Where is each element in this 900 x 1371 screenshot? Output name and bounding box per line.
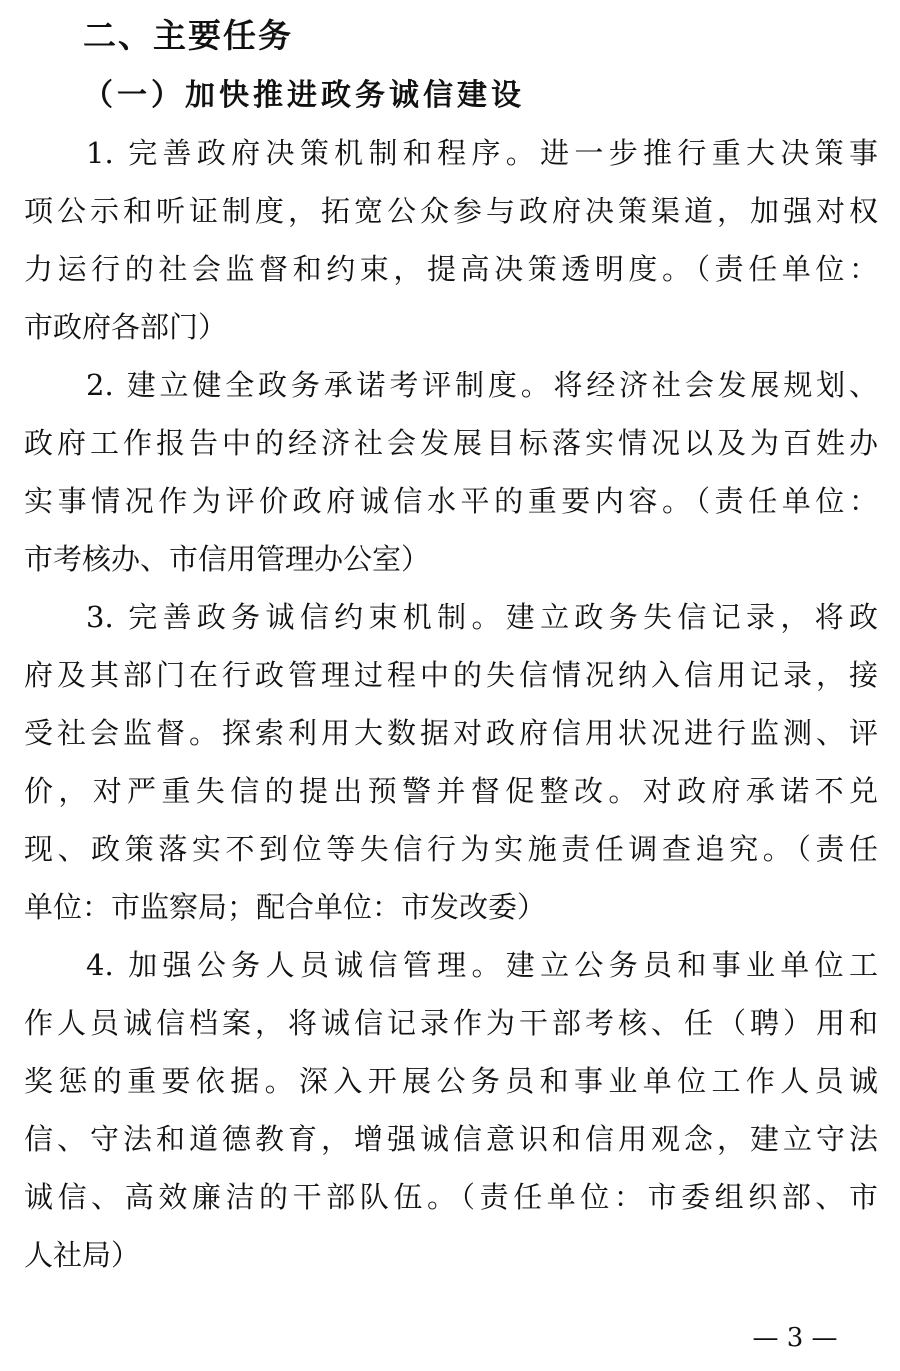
body-line: 现、政策落实不到位等失信行为实施责任调查追究。（责任 <box>24 832 878 866</box>
body-line: 市政府各部门） <box>24 310 228 344</box>
body-line: 项公示和听证制度，拓宽公众参与政府决策渠道，加强对权 <box>24 194 878 228</box>
body-line: 政府工作报告中的经济社会发展目标落实情况以及为百姓办 <box>24 426 878 460</box>
page-number: — 3 — <box>752 1323 838 1353</box>
body-line: 作人员诚信档案，将诚信记录作为干部考核、任（聘）用和 <box>24 1006 878 1040</box>
section-heading: 二、主要任务 <box>83 16 293 55</box>
body-line: 单位：市监察局；配合单位：市发改委） <box>24 890 547 924</box>
subsection-heading: （一）加快推进政务诚信建设 <box>83 78 525 113</box>
body-line: 府及其部门在行政管理过程中的失信情况纳入信用记录，接 <box>24 658 878 692</box>
body-line: 1. 完善政府决策机制和程序。进一步推行重大决策事 <box>86 136 878 170</box>
body-line: 2. 建立健全政务承诺考评制度。将经济社会发展规划、 <box>86 368 878 402</box>
body-line: 实事情况作为评价政府诚信水平的重要内容。（责任单位： <box>24 484 878 518</box>
body-line: 人社局） <box>24 1238 141 1272</box>
body-line: 信、守法和道德教育，增强诚信意识和信用观念，建立守法 <box>24 1122 878 1156</box>
body-line: 诚信、高效廉洁的干部队伍。（责任单位：市委组织部、市 <box>24 1180 878 1214</box>
body-line: 力运行的社会监督和约束，提高决策透明度。（责任单位： <box>24 252 878 286</box>
body-line: 价，对严重失信的提出预警并督促整改。对政府承诺不兑 <box>24 774 878 808</box>
body-line: 3. 完善政务诚信约束机制。建立政务失信记录，将政 <box>86 600 878 634</box>
body-line: 受社会监督。探索利用大数据对政府信用状况进行监测、评 <box>24 716 878 750</box>
body-line: 4. 加强公务人员诚信管理。建立公务员和事业单位工 <box>86 948 878 982</box>
body-line: 奖惩的重要依据。深入开展公务员和事业单位工作人员诚 <box>24 1064 878 1098</box>
body-line: 市考核办、市信用管理办公室） <box>24 542 431 576</box>
